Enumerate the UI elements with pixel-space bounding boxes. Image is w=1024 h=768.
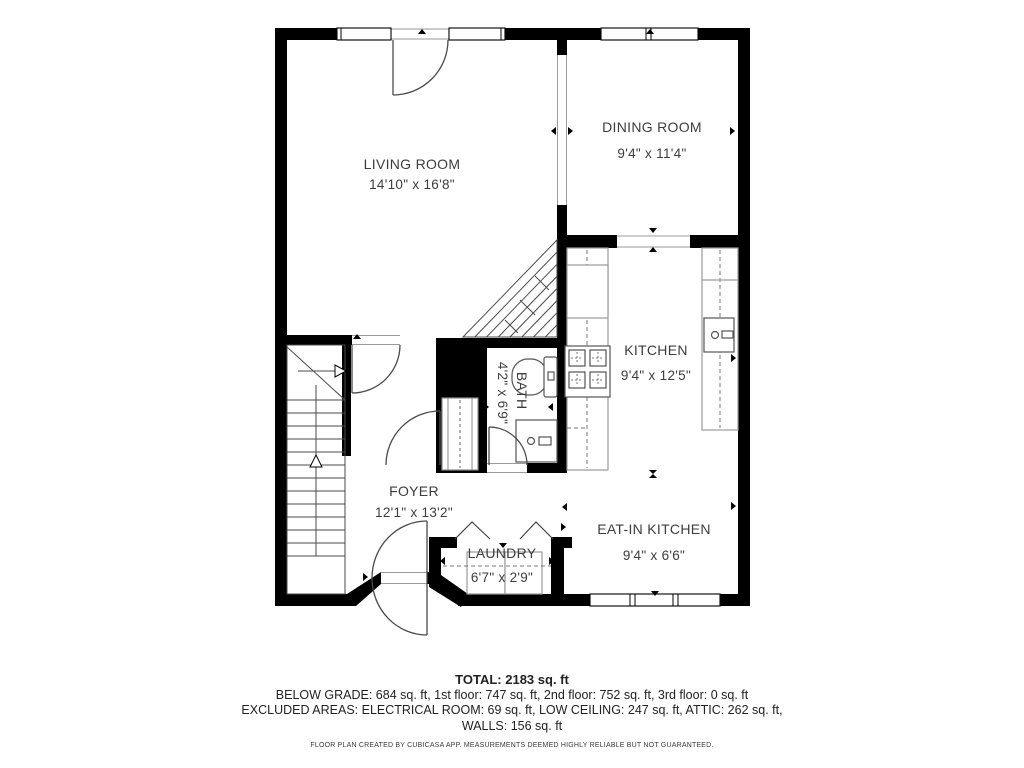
room-label-eat-in-kitchen: EAT-IN KITCHEN xyxy=(597,521,711,537)
room-dims-foyer: 12'1" x 13'2" xyxy=(375,505,453,520)
room-label-bath: BATH 4'2" x 6'9" xyxy=(495,361,530,425)
creator-credit: FLOOR PLAN CREATED BY CUBICASA APP. MEASUREMENTS DEEMED HIGHLY RELIABLE BUT NOT GUARANTEED. xyxy=(310,742,714,749)
room-dims-living-room: 14'10" x 16'8" xyxy=(369,177,455,192)
excluded-areas: EXCLUDED AREAS: ELECTRICAL ROOM: 69 sq. ft, LOW CEILING: 247 sq. ft, ATTIC: 262 sq. ft, xyxy=(241,703,783,717)
walls-area: WALLS: 156 sq. ft xyxy=(461,718,563,733)
room-label-laundry: LAUNDRY xyxy=(467,545,537,561)
refrigerator xyxy=(567,265,608,318)
room-dims-eat-in-kitchen: 9'4" x 6'6" xyxy=(622,548,686,563)
room-dims-kitchen: 9'4" x 12'5" xyxy=(620,368,692,383)
floor-areas: BELOW GRADE: 684 sq. ft, 1st floor: 747 sq. ft, 2nd floor: 752 sq. ft, 3rd floor: 0 sq. ft xyxy=(275,687,749,702)
room-labels xyxy=(364,119,711,585)
front-door xyxy=(393,40,448,95)
area-summary xyxy=(0,672,1024,734)
room-dims-laundry: 6'7" x 2'9" xyxy=(470,570,534,585)
laundry-chevron-icon xyxy=(455,522,490,539)
room-label-living-room: LIVING ROOM xyxy=(363,156,461,172)
room-label-dining-room: DINING ROOM xyxy=(602,119,702,135)
laundry-chevron-icon xyxy=(520,522,553,539)
measurement-arrow-icons xyxy=(281,29,736,596)
room-label-kitchen: KITCHEN xyxy=(624,342,688,358)
sloped-ceiling-hatch xyxy=(463,240,557,337)
kitchen-sink xyxy=(704,318,734,352)
room-dims-dining-room: 9'4" x 11'4" xyxy=(617,146,687,161)
stair-up-arrow-icon xyxy=(310,455,322,467)
room-label-foyer: FOYER xyxy=(389,483,439,499)
closet xyxy=(442,398,478,470)
staircase xyxy=(287,345,346,594)
wall-openings xyxy=(352,28,690,584)
bath-sink xyxy=(516,420,557,462)
closet-door xyxy=(386,411,440,465)
stove xyxy=(565,346,610,397)
living-to-foyer-door xyxy=(352,345,400,393)
total-area: TOTAL: 2183 sq. ft xyxy=(455,672,569,687)
